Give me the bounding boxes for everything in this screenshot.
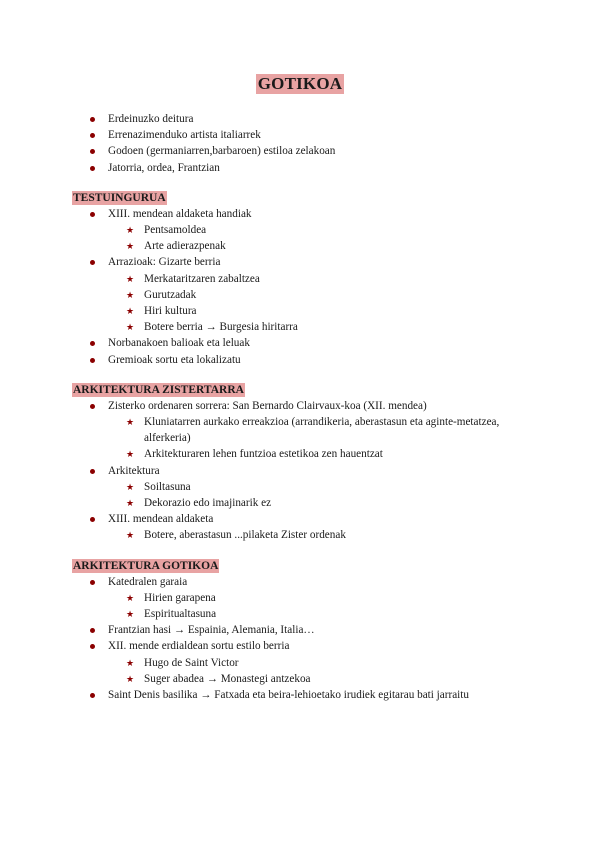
list-item: XIII. mendean aldaketa <box>72 511 542 527</box>
sub-item: ★ Gurutzadak <box>126 288 197 301</box>
section-list <box>72 398 542 544</box>
section-list <box>72 206 542 368</box>
document-content <box>72 111 542 703</box>
intro-item: Erdeinuzko deitura <box>72 111 542 127</box>
bullet-icon <box>90 149 95 154</box>
list-item: Katedralen garaia <box>72 574 542 590</box>
sub-item: ★ Hiri kultura <box>126 305 197 318</box>
star-icon: ★ <box>126 449 135 460</box>
sub-item: ★ Suger abadea → Monastegi antzekoa <box>126 672 311 685</box>
sub-item: ★ Merkataritzaren zabaltzea <box>126 272 260 285</box>
sub-item: ★ Botere berria → Burgesia hiritarra <box>126 321 298 334</box>
star-icon: ★ <box>126 498 135 509</box>
bullet-icon <box>90 341 95 346</box>
bullet-icon <box>90 628 95 633</box>
star-icon: ★ <box>126 273 135 284</box>
list-item: Arrazioak: Gizarte berria <box>72 254 542 270</box>
bullet-icon <box>90 133 95 138</box>
star-icon: ★ <box>126 592 135 603</box>
bullet-icon <box>90 117 95 122</box>
star-icon: ★ <box>126 481 135 492</box>
sub-item: ★ Hugo de Saint Victor <box>126 656 239 669</box>
bullet-icon <box>90 693 95 698</box>
intro-item: Jatorria, ordea, Frantzian <box>72 160 542 176</box>
list-item: XII. mende erdialdean sortu estilo berria <box>72 638 542 654</box>
intro-list <box>72 111 542 176</box>
list-item: XIII. mendean aldaketa handiak <box>72 206 542 222</box>
star-icon: ★ <box>126 289 135 300</box>
list-item: Norbanakoen balioak eta leluak <box>72 335 542 351</box>
section-testuingurua <box>72 190 542 368</box>
page-title: GOTIKOA <box>257 74 343 93</box>
star-icon: ★ <box>126 417 135 428</box>
section-heading: TESTUINGURUA <box>73 191 166 204</box>
bullet-icon <box>90 212 95 217</box>
star-icon: ★ <box>126 673 135 684</box>
list-item: Zisterko ordenaren sorrera: San Bernardo Clairvaux-koa (XII. mendea) <box>72 398 542 414</box>
list-item: Arkitektura <box>72 463 542 479</box>
section-heading: ARKITEKTURA ZISTERTARRA <box>73 383 244 396</box>
bullet-icon <box>90 469 95 474</box>
bullet-icon <box>90 166 95 171</box>
section-list <box>72 574 542 704</box>
star-icon: ★ <box>126 225 135 236</box>
star-icon: ★ <box>126 306 135 317</box>
sub-item: ★ Dekorazio edo imajinarik ez <box>126 497 272 510</box>
intro-item: Errenazimenduko artista italiarrek <box>72 127 542 143</box>
intro-section <box>72 111 542 176</box>
star-icon: ★ <box>126 322 135 333</box>
section-arkitektura-zistertarra <box>72 382 542 544</box>
star-icon: ★ <box>126 657 135 668</box>
list-item: Frantzian hasi → Espainia, Alemania, Italia… <box>72 622 542 638</box>
star-icon: ★ <box>126 609 135 620</box>
bullet-icon <box>90 358 95 363</box>
section-arkitektura-gotikoa <box>72 558 542 704</box>
section-heading: ARKITEKTURA GOTIKOA <box>73 559 219 572</box>
list-item: Saint Denis basilika → Fatxada eta beira-lehioetako irudiek egitarau bati jarraitu <box>72 687 542 703</box>
sub-item: ★ Arte adierazpenak <box>126 240 226 253</box>
sub-item: ★ Botere, aberastasun ...pilaketa Zister ordenak <box>126 529 346 542</box>
bullet-icon <box>90 260 95 265</box>
sub-item: ★ Soiltasuna <box>126 480 191 493</box>
sub-item: ★ Arkitekturaren lehen funtzioa estetikoa zen hauentzat <box>126 448 383 461</box>
title-wrap <box>0 74 600 94</box>
bullet-icon <box>90 644 95 649</box>
star-icon: ★ <box>126 530 135 541</box>
sub-item: ★ Hirien garapena <box>126 591 216 604</box>
sub-item: ★ Espiritualtasuna <box>126 608 217 621</box>
sub-item: ★ Kluniatarren aurkako erreakzioa (arrandikeria, aberastasun eta aginte-metatzea, alferkeria) <box>126 416 500 445</box>
intro-item: Godoen (germaniarren,barbaroen) estiloa zelakoan <box>72 143 542 159</box>
sub-item: ★ Pentsamoldea <box>126 224 207 237</box>
bullet-icon <box>90 404 95 409</box>
bullet-icon <box>90 580 95 585</box>
list-item: Gremioak sortu eta lokalizatu <box>72 352 542 368</box>
star-icon: ★ <box>126 241 135 252</box>
bullet-icon <box>90 517 95 522</box>
